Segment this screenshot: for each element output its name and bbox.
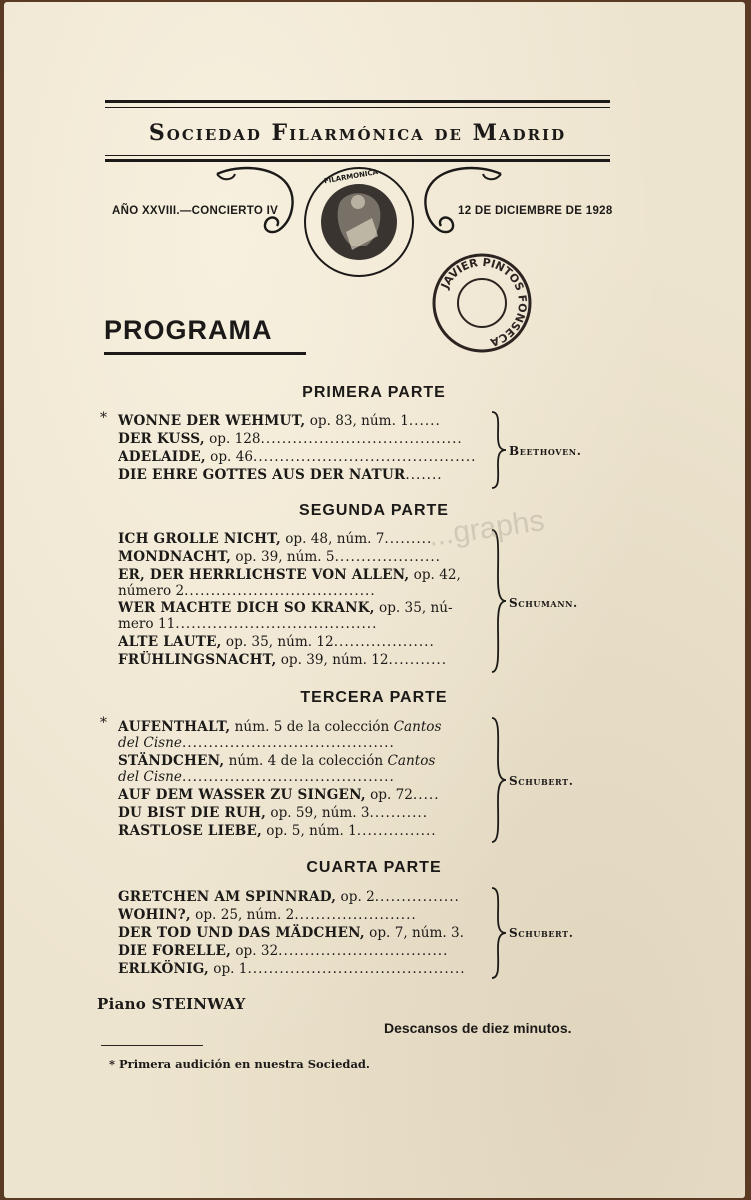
composer-beethoven: Beethoven. bbox=[509, 444, 582, 458]
program-line: AUFENTHALT, núm. 5 de la colección Cantos bbox=[118, 719, 442, 735]
program-line: número 2.................................... bbox=[118, 583, 376, 599]
program-line: FRÜHLINGSNACHT, op. 39, núm. 12........... bbox=[118, 652, 448, 668]
stamp-text: JAVIER PINTOS FONSECA bbox=[438, 255, 530, 349]
part-title-1: PRIMERA PARTE bbox=[302, 384, 446, 401]
intermission-note: Descansos de diez minutos. bbox=[384, 1020, 572, 1036]
programa-heading: PROGRAMA bbox=[104, 315, 273, 345]
concert-date: 12 DE DICIEMBRE DE 1928 bbox=[458, 205, 613, 217]
program-line: WER MACHTE DICH SO KRANK, op. 35, nú- bbox=[118, 600, 453, 616]
part-title-4: CUARTA PARTE bbox=[306, 859, 442, 876]
program-line: mero 11...................................... bbox=[118, 616, 378, 632]
program-line: DIE FORELLE, op. 32................................ bbox=[118, 943, 449, 959]
right-scroll-ornament-icon bbox=[414, 162, 509, 237]
program-line: STÄNDCHEN, núm. 4 de la colección Cantos bbox=[118, 753, 436, 769]
program-line: ALTE LAUTE, op. 35, núm. 12................... bbox=[118, 634, 435, 650]
program-line: WOHIN?, op. 25, núm. 2....................... bbox=[118, 907, 417, 923]
society-title: Sociedad Filarmónica de Madrid bbox=[148, 120, 567, 146]
program-line: GRETCHEN AM SPINNRAD, op. 2................ bbox=[118, 889, 460, 905]
collector-stamp-icon bbox=[429, 250, 535, 356]
brace-icon bbox=[490, 716, 508, 844]
program-line: ERLKÖNIG, op. 1......................................... bbox=[118, 961, 466, 977]
program-line: ICH GROLLE NICHT, op. 48, núm. 7......... bbox=[118, 531, 433, 547]
left-scroll-ornament-icon bbox=[209, 162, 304, 237]
footnote-rule bbox=[101, 1045, 203, 1046]
composer-schubert: Schubert. bbox=[509, 926, 574, 940]
premiere-asterisk: * bbox=[100, 715, 107, 731]
program-line: DER KUSS, op. 128...................................... bbox=[118, 431, 463, 447]
premiere-asterisk: * bbox=[100, 410, 107, 426]
brace-icon bbox=[490, 410, 508, 490]
program-line: DIE EHRE GOTTES AUS DER NATUR....... bbox=[118, 467, 443, 483]
program-line: RASTLOSE LIEBE, op. 5, núm. 1............... bbox=[118, 823, 437, 839]
watermark-text: ...graphs bbox=[426, 504, 547, 553]
program-line: DER TOD UND DAS MÄDCHEN, op. 7, núm. 3. bbox=[118, 925, 464, 941]
program-line: ADELAIDE, op. 46.......................................... bbox=[118, 449, 477, 465]
society-emblem-icon bbox=[300, 162, 418, 282]
composer-schubert: Schubert. bbox=[509, 774, 574, 788]
program-line: MONDNACHT, op. 39, núm. 5.................... bbox=[118, 549, 441, 565]
header-top-thin-rule bbox=[105, 107, 610, 108]
program-line: del Cisne........................................ bbox=[118, 769, 395, 785]
piano-note: Piano STEINWAY bbox=[97, 995, 246, 1013]
header-bottom-thin-rule bbox=[105, 155, 610, 156]
footnote: * Primera audición en nuestra Sociedad. bbox=[109, 1057, 370, 1071]
brace-icon bbox=[490, 528, 508, 674]
svg-text:FILARMONICA: FILARMONICA bbox=[323, 168, 379, 186]
program-line: del Cisne........................................ bbox=[118, 735, 395, 751]
composer-schumann: Schumann. bbox=[509, 596, 578, 610]
part-title-2: SEGUNDA PARTE bbox=[299, 502, 449, 519]
part-title-3: TERCERA PARTE bbox=[300, 689, 448, 706]
program-sheet bbox=[4, 2, 745, 1198]
program-line: DU BIST DIE RUH, op. 59, núm. 3........... bbox=[118, 805, 429, 821]
program-line: WONNE DER WEHMUT, op. 83, núm. 1...... bbox=[118, 413, 441, 429]
program-line: ER, DER HERRLICHSTE VON ALLEN, op. 42, bbox=[118, 567, 461, 583]
brace-icon bbox=[490, 886, 508, 980]
season-concert-info: AÑO XXVIII.—CONCIERTO IV bbox=[112, 205, 279, 217]
header-top-rule bbox=[105, 100, 610, 103]
programa-underline bbox=[104, 352, 306, 355]
program-line: AUF DEM WASSER ZU SINGEN, op. 72..... bbox=[118, 787, 440, 803]
